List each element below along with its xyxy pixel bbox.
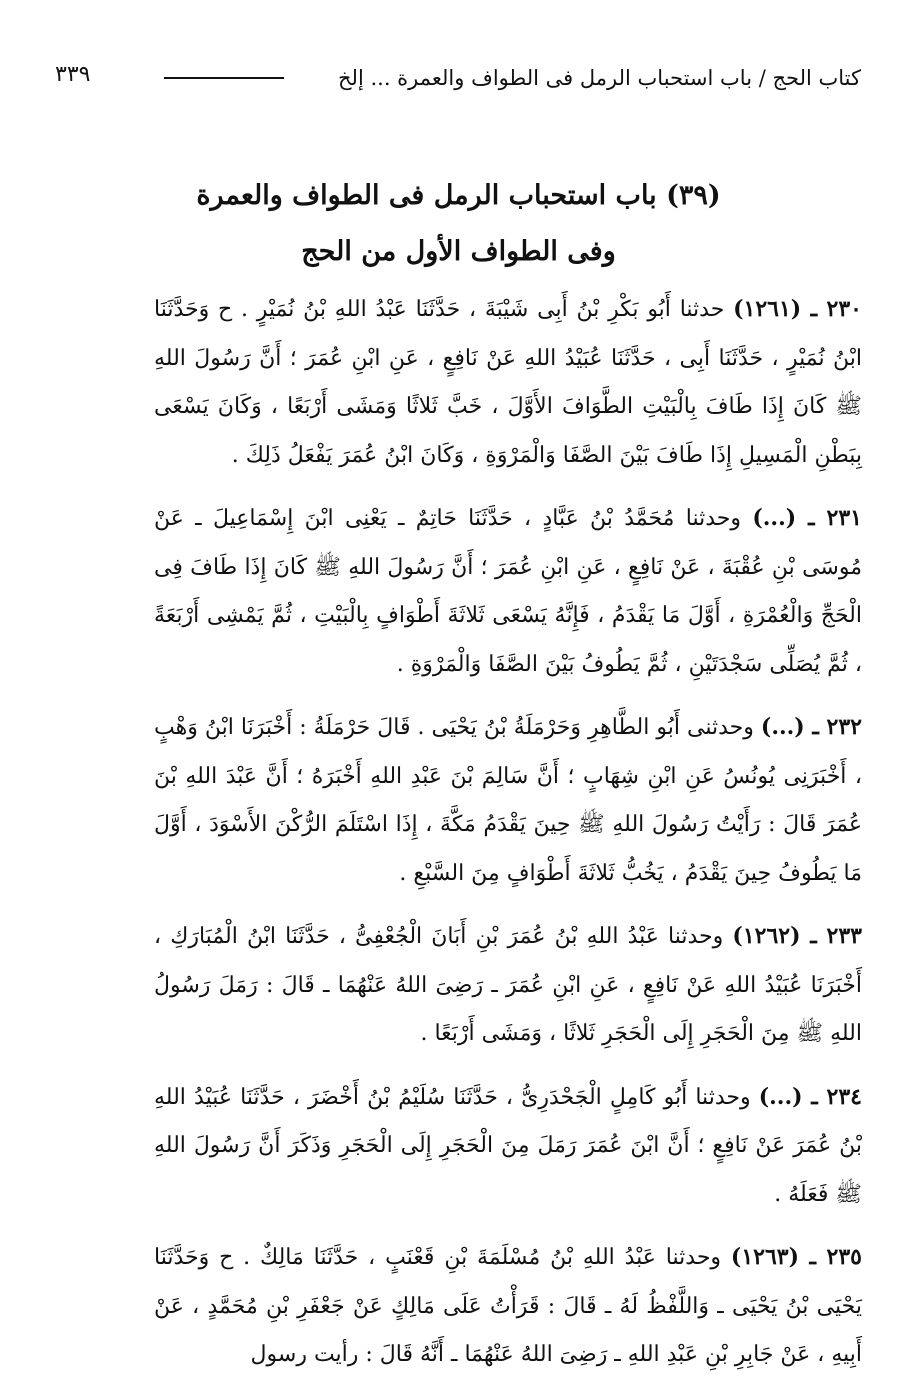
running-head bbox=[55, 58, 861, 98]
hadith-text: وحدثنا عَبْدُ اللهِ بْنُ عُمَرَ بْنِ أَبَانَ الْجُعْفِىُّ ، حَدَّثَنَا ابْنُ الْمُبَارَكِ ، أَخْبَرَنَا عُبَيْدُ اللهِ عَنْ نَافِعٍ ، عَنِ ابْنِ عُمَرَ ـ رَضِىَ اللهُ عَنْهُمَا ـ قَالَ : رَمَلَ رَسُولُ اللهِ ﷺ مِنَ الْحَجَرِ إِلَى الْحَجَرِ ثَلاثًا ، وَمَشَى أَرْبَعًا . bbox=[154, 924, 862, 1046]
hadith-text: وحدثنا عَبْدُ اللهِ بْنُ مُسْلَمَةَ بْنِ قَعْنَبٍ ، حَدَّثَنَا مَالِكٌ . ح وَحَدَّثَنَا يَحْيَى بْنُ يَحْيَى ـ وَاللَّفْظُ لَهُ ـ قَالَ : قَرَأْتُ عَلَى مَالِكٍ عَنْ جَعْفَرِ بْنِ مُحَمَّدٍ ، عَنْ أَبِيهِ ، عَنْ جَابِرِ بْنِ عَبْدِ اللهِ ـ رَضِىَ اللهُ عَنْهُمَا ـ أَنَّهُ قَالَ : رأيت رسول bbox=[154, 1245, 862, 1367]
hadith-number: ٢٣٢ ـ (...) bbox=[760, 714, 862, 740]
hadith-number: ٢٣٠ ـ (١٢٦١) bbox=[733, 296, 862, 322]
hadith-number: ٢٣٣ ـ (١٢٦٢) bbox=[732, 923, 862, 949]
page-number: ٣٣٩ bbox=[55, 62, 91, 87]
hadith-234 bbox=[154, 1073, 862, 1220]
hadith-text: وحدثنا أَبُو كَامِلٍ الْجَحْدَرِىُّ ، حَدَّثَنَا سُلَيْمُ بْنُ أَخْضَرَ ، حَدَّثَنَا عُبَيْدُ اللهِ بْنُ عُمَرَ عَنْ نَافِعٍ ؛ أَنَّ ابْنَ عُمَرَ رَمَلَ مِنَ الْحَجَرِ إِلَى الْحَجَرِ وَذَكَرَ أَنَّ رَسُولَ اللهِ ﷺ فَعَلَهُ . bbox=[154, 1084, 862, 1207]
chapter-heading bbox=[0, 168, 917, 280]
hadith-text: وحدثنى أَبُو الطَّاهِرِ وَحَرْمَلَةُ بْنُ يَحْيَى . قَالَ حَرْمَلَةُ : أَخْبَرَنَا ابْنُ وَهْبٍ ، أَخْبَرَنِى يُونُسُ عَنِ ابْنِ شِهَابٍ ؛ أَنَّ سَالِمَ بْنَ عَبْدِ اللهِ أَخْبَرَهُ ؛ أَنَّ عَبْدَ اللهِ بْنَ عُمَرَ قَالَ : رَأَيْتُ رَسُولَ اللهِ ﷺ حِينَ يَقْدَمُ مَكَّةَ ، إِذَا اسْتَلَمَ الرُّكْنَ الأَسْوَدَ ، أَوَّلَ مَا يَطُوفُ حِينَ يَقْدَمُ ، يَخُبُّ ثَلاثَةَ أَطْوَافٍ مِنَ السَّبْعِ . bbox=[154, 715, 862, 886]
hadith-number: ٢٣١ ـ (...) bbox=[752, 505, 862, 531]
chapter-title-line-1: (٣٩) باب استحباب الرمل فى الطواف والعمرة bbox=[196, 180, 721, 211]
hadith-text: حدثنا أَبُو بَكْرِ بْنُ أَبِى شَيْبَةَ ، حَدَّثَنَا عَبْدُ اللهِ بْنُ نُمَيْرٍ . ح وَحَدَّثَنَا ابْنُ نُمَيْرٍ ، حَدَّثَنَا أَبِى ، حَدَّثَنَا عُبَيْدُ اللهِ عَنْ نَافِعٍ ، عَنِ ابْنِ عُمَرَ ؛ أَنَّ رَسُولَ اللهِ ﷺ كَانَ إِذَا طَافَ بِالْبَيْتِ الطَّوَافَ الأَوَّلَ ، خَبَّ ثَلاثًا وَمَشَى أَرْبَعًا ، وَكَانَ يَسْعَى بِبَطْنِ الْمَسِيلِ إِذَا طَافَ بَيْنَ الصَّفَا وَالْمَرْوَةِ ، وَكَانَ ابْنُ عُمَرَ يَفْعَلُ ذَلِكَ . bbox=[154, 297, 862, 468]
hadith-text: وحدثنا مُحَمَّدُ بْنُ عَبَّادٍ ، حَدَّثَنَا حَاتِمٌ ـ يَعْنِى ابْنَ إِسْمَاعِيلَ ـ عَنْ مُوسَى بْنِ عُقْبَةَ ، عَنْ نَافِعٍ ، عَنِ ابْنِ عُمَرَ ؛ أَنَّ رَسُولَ اللهِ ﷺ كَانَ إِذَا طَافَ فِى الْحَجِّ وَالْعُمْرَةِ ، أَوَّلَ مَا يَقْدَمُ ، فَإِنَّهُ يَسْعَى ثَلاثَةَ أَطْوَافٍ بِالْبَيْتِ ، ثُمَّ يَمْشِى أَرْبَعَةً ، ثُمَّ يُصَلِّى سَجْدَتَيْنِ ، ثُمَّ يَطُوفُ بَيْنَ الصَّفَا وَالْمَرْوَةِ . bbox=[154, 506, 862, 677]
chapter-title-line-2: وفى الطواف الأول من الحج bbox=[301, 236, 616, 267]
hadith-number: ٢٣٥ ـ (١٢٦٣) bbox=[730, 1244, 862, 1270]
running-head-rule bbox=[164, 77, 284, 79]
hadith-number: ٢٣٤ ـ (...) bbox=[758, 1083, 862, 1110]
hadith-232 bbox=[154, 703, 862, 898]
hadith-list bbox=[154, 285, 862, 1394]
hadith-231 bbox=[154, 494, 862, 689]
hadith-230 bbox=[154, 285, 862, 480]
running-head-title: كتاب الحج / باب استحباب الرمل فى الطواف والعمرة ... إلخ bbox=[338, 66, 861, 90]
hadith-235 bbox=[154, 1233, 862, 1380]
hadith-233 bbox=[154, 912, 862, 1059]
